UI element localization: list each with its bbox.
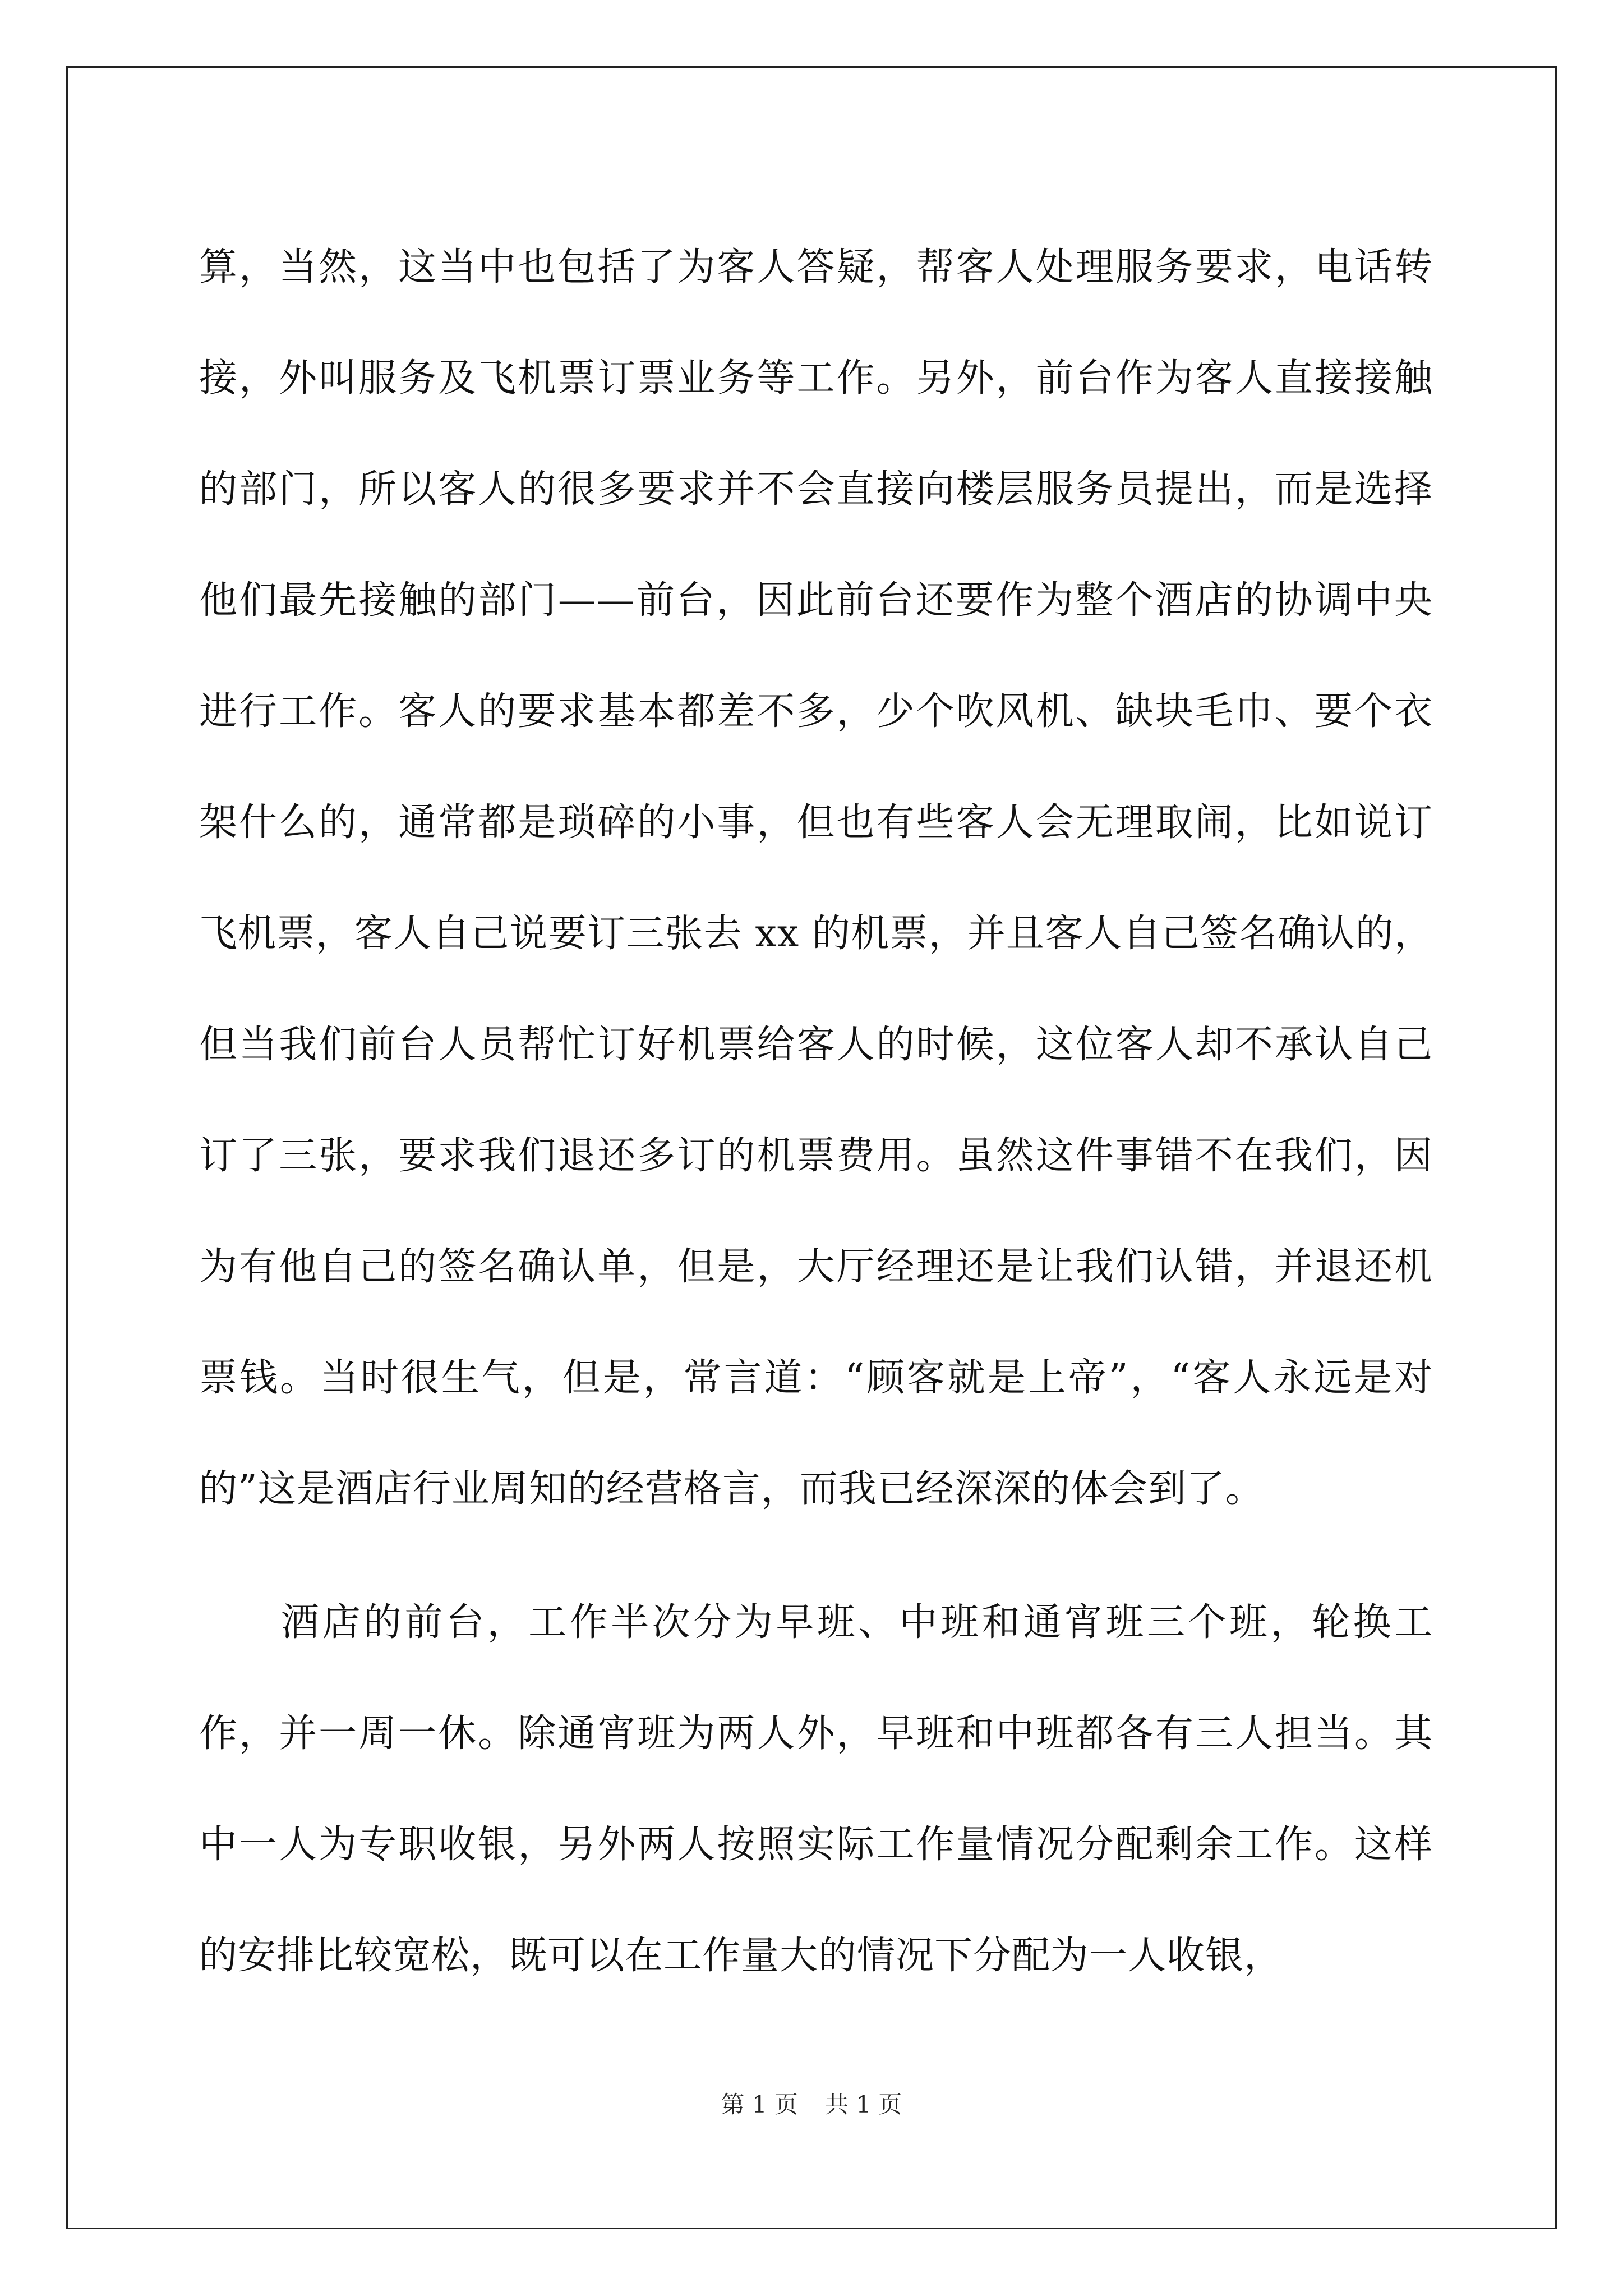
page-footer <box>0 2088 1623 2122</box>
paragraph: 酒店的前台，工作半次分为早班、中班和通宵班三个班，轮换工作，并一周一休。除通宵班为两人外，早班和中班都各有三人担当。其中一人为专职收银，另外两人按照实际工作量情况分配剩余工作。这样的安排比较宽松，既可以在工作量大的情况下分配为一人收银， <box>199 1600 1433 1978</box>
page-total: 共 1 页 <box>825 2091 902 2118</box>
paragraph: 算，当然，这当中也包括了为客人答疑，帮客人处理服务要求，电话转接，外叫服务及飞机票订票业务等工作。另外，前台作为客人直接接触的部门，所以客人的很多要求并不会直接向楼层服务员提出，而是选择他们最先接触的部门——前台，因此前台还要作为整个酒店的协调中央进行工作。客人的要求基本都差不多，少个吹风机、缺块毛巾、要个衣架什么的，通常都是琐碎的小事，但也有些客人会无理取闹，比如说订飞机票，客人自己说要订三张去 xx 的机票，并且客人自己签名确认的，但当我们前台人员帮忙订好机票给客人的时候，这位客人却不承认自己订了三张，要求我们退还多订的机票费用。虽然这件事错不在我们，因为有他自己的签名确认单，但是，大厅经理还是让我们认错，并退还机票钱。当时很生气，但是，常言道：“顾客就是上帝”，“客人永远是对的”这是酒店行业周知的经营格言，而我已经深深的体会到了。 <box>199 245 1433 1511</box>
document-body <box>199 212 1433 2034</box>
page-number: 第 1 页 <box>721 2091 798 2118</box>
